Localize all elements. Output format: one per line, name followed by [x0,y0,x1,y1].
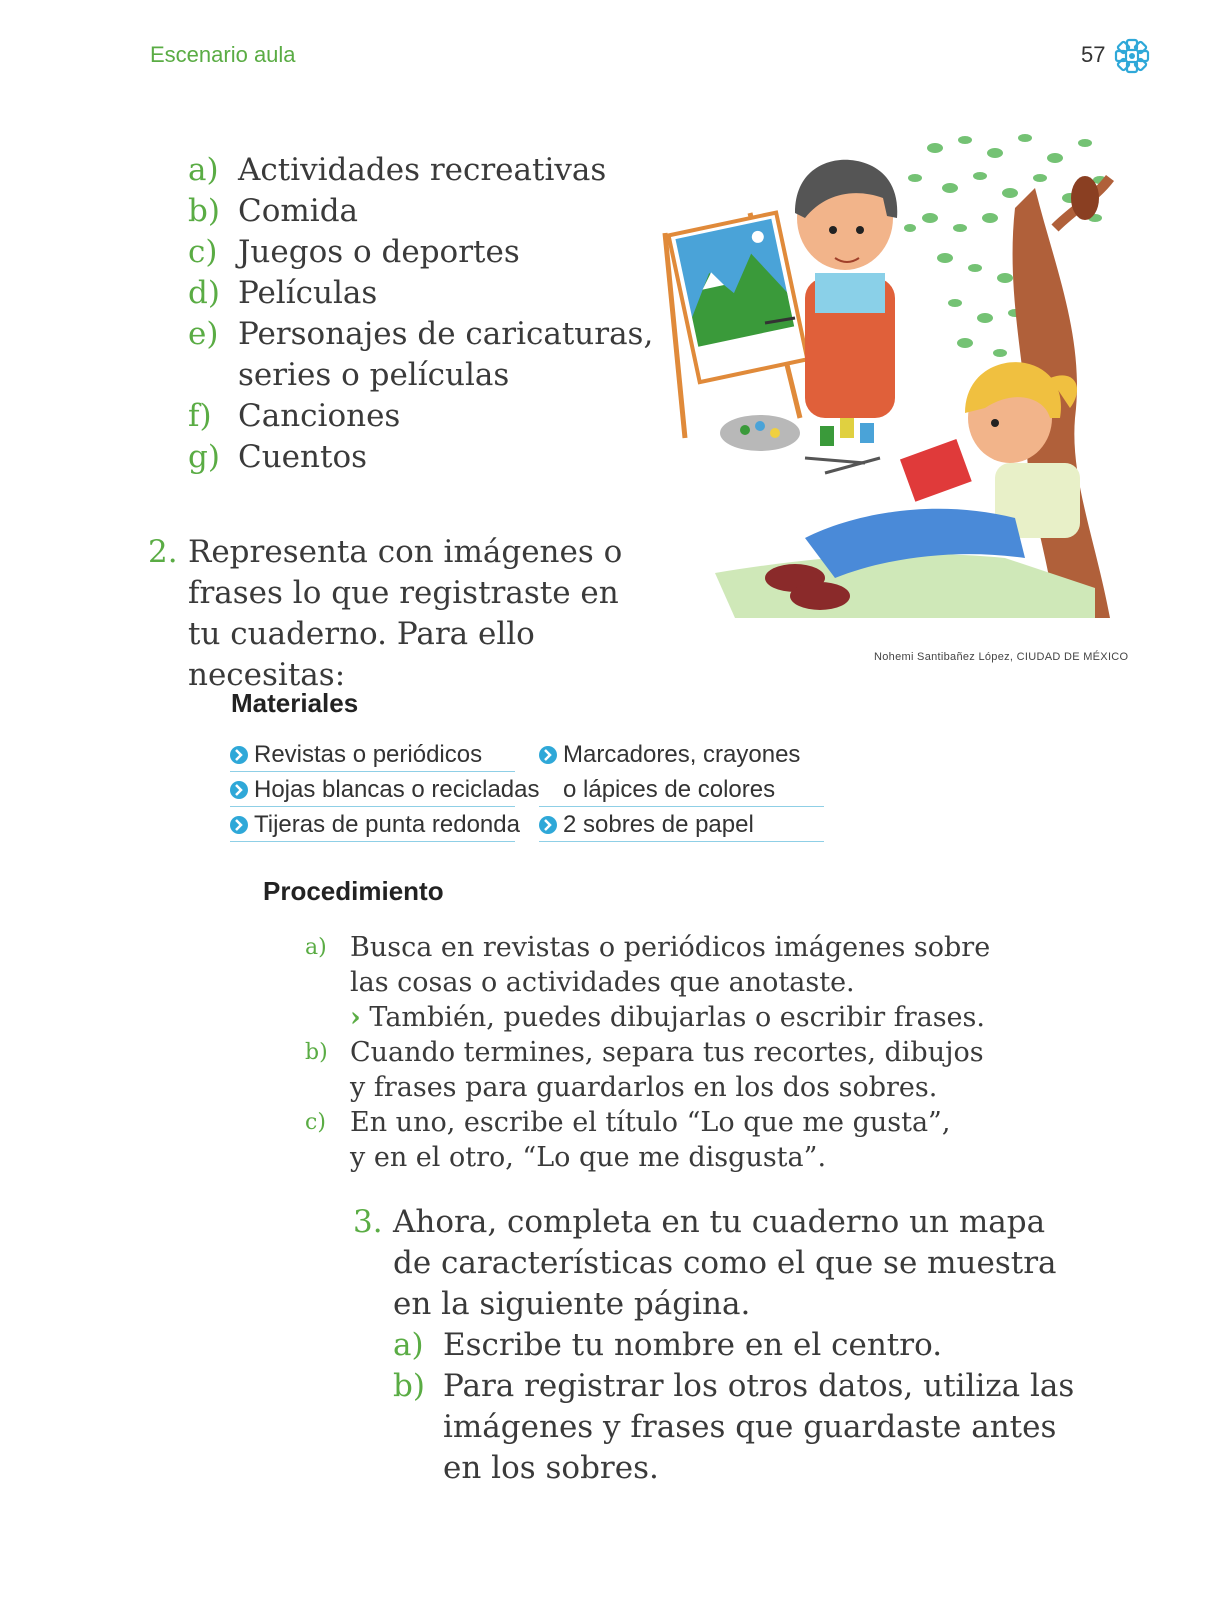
step-text: de características como el que se muestra [393,1245,1057,1281]
material-text: o lápices de colores [563,776,776,803]
material-item [539,808,824,842]
list-item-text: series o películas [238,357,510,393]
chevron-bullet-icon [230,781,248,799]
step-subitem-label: b) [393,1368,425,1404]
list-item-text: Comida [238,193,359,229]
children-illustration [655,118,1125,638]
step-subitem-text: Para registrar los otros datos, utiliza las [443,1368,1075,1404]
step-text: Ahora, completa en tu cuaderno un mapa [393,1204,1046,1240]
step-text: en la siguiente página. [393,1286,751,1322]
procedure-item-label: b) [305,1040,328,1065]
procedure-item-label: c) [305,1110,326,1135]
list-item-label: a) [188,152,219,188]
procedure-item-text: También, puedes dibujarlas o escribir frases. [369,1002,985,1033]
material-item [539,738,824,771]
step-subitem-label: a) [393,1327,424,1363]
step-number: 2. [148,534,178,570]
material-text: 2 sobres de papel [563,811,754,838]
procedure-item-text: Busca en revistas o periódicos imágenes sobre [350,932,991,963]
list-item-label: g) [188,439,220,475]
material-text: Tijeras de punta redonda [254,811,520,838]
list-item-label: e) [188,316,219,352]
procedure-item-text: y en el otro, “Lo que me disgusta”. [350,1142,827,1173]
list-item-text: Personajes de caricaturas, [238,316,654,352]
procedure-item-text: En uno, escribe el título “Lo que me gusta”, [350,1107,951,1138]
section-title: Escenario aula [150,42,296,67]
list-item-label: d) [188,275,220,311]
list-item-text: Cuentos [238,439,368,475]
step-text: Representa con imágenes o frases lo que registraste en tu cuaderno. Para ello necesitas: [188,534,623,693]
procedure-item-text: y frases para guardarlos en los dos sobres. [350,1072,938,1103]
list-item-text: Actividades recreativas [238,152,607,188]
page-number: 57 [1081,42,1106,67]
illustration-credit: Nohemi Santibañez López, CIUDAD DE MÉXICO [874,651,1129,663]
chevron-bullet-icon [230,816,248,834]
procedure-heading: Procedimiento [263,876,444,906]
step-subitem-text: en los sobres. [443,1450,659,1486]
list-item-label: f) [188,398,212,434]
list-item-label: c) [188,234,218,270]
procedure-item-text: las cosas o actividades que anotaste. [350,967,855,998]
step-number: 3. [353,1204,383,1240]
step-subitem-text: imágenes y frases que guardaste antes [443,1409,1057,1445]
material-text: Hojas blancas o recicladas [254,776,540,803]
chevron-bullet-icon [539,746,557,764]
material-item [230,808,520,842]
arrow-bullet-icon: › [350,1002,361,1033]
material-item [230,773,540,807]
material-text: Marcadores, crayones [563,741,801,768]
material-text: Revistas o periódicos [254,741,483,768]
material-item-continuation [539,773,824,807]
step-subitem-text: Escribe tu nombre en el centro. [443,1327,943,1363]
procedure-item-text: Cuando termines, separa tus recortes, dibujos [350,1037,984,1068]
list-item-text: Juegos o deportes [238,234,520,270]
list-item-text: Canciones [238,398,401,434]
chevron-bullet-icon [230,746,248,764]
list-item-text: Películas [238,275,378,311]
flower-logo-icon [1114,38,1150,74]
list-item-label: b) [188,193,220,229]
procedure-item-label: a) [305,935,327,960]
chevron-bullet-icon [539,816,557,834]
materials-heading: Materiales [231,688,359,718]
material-item [230,738,515,772]
